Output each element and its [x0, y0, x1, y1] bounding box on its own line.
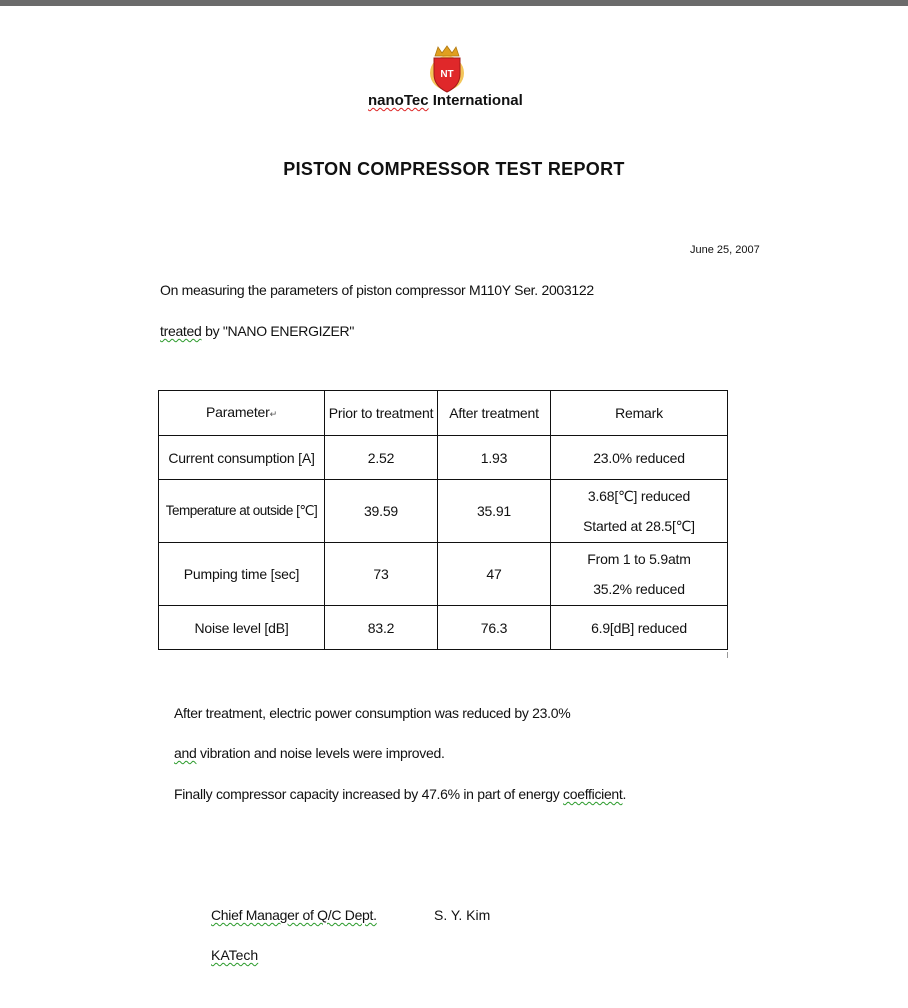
header-cell-prior: Prior to treatment — [325, 391, 438, 436]
conclusion-line-3-start: Finally compressor capacity increased by 47.6% in part of energy — [174, 786, 564, 802]
header-cell-after: After treatment — [438, 391, 551, 436]
cell-remark — [551, 543, 728, 606]
paragraph-mark: ↵ — [269, 409, 277, 419]
conclusion-line-3-coefficient: coefficient — [563, 786, 623, 802]
conclusion-line-2-rest: vibration and noise levels were improved. — [196, 745, 445, 761]
cell-parameter: Temperature at outside [℃] — [159, 480, 325, 543]
cell-after: 76.3 — [438, 606, 551, 650]
intro-line-1: On measuring the parameters of piston compressor M110Y Ser. 2003122 — [160, 282, 594, 298]
remark-line-2: Started at 28.5[℃] — [583, 518, 695, 534]
cell-after: 1.93 — [438, 436, 551, 480]
cell-parameter: Pumping time [sec] — [159, 543, 325, 606]
signature-title-text: Chief Manager of Q/C Dept. — [211, 907, 377, 923]
cell-after: 47 — [438, 543, 551, 606]
conclusion-line-3 — [174, 786, 626, 802]
logo-text: NT — [440, 69, 454, 80]
remark-line-2: 35.2% reduced — [593, 581, 685, 597]
table-header-row — [159, 391, 728, 436]
signature-org — [211, 947, 258, 963]
remark-line-1: From 1 to 5.9atm — [587, 551, 691, 567]
header-cell-parameter — [159, 391, 325, 436]
table-row — [159, 480, 728, 543]
table-row — [159, 436, 728, 480]
report-title: PISTON COMPRESSOR TEST REPORT — [283, 159, 625, 179]
intro-line-2 — [160, 323, 354, 339]
table-end-mark — [727, 652, 728, 658]
results-table — [158, 390, 728, 650]
conclusion-line-2-and: and — [174, 745, 197, 761]
cell-prior: 2.52 — [325, 436, 438, 480]
table-row — [159, 543, 728, 606]
shield-crown-icon — [426, 44, 468, 94]
cell-prior: 39.59 — [325, 480, 438, 543]
signature-name: S. Y. Kim — [434, 907, 491, 923]
cell-remark — [551, 480, 728, 543]
cell-after: 35.91 — [438, 480, 551, 543]
cell-parameter: Noise level [dB] — [159, 606, 325, 650]
company-logo — [426, 44, 468, 94]
company-name-part2: International — [428, 92, 523, 109]
conclusion-line-3-end: . — [622, 786, 627, 802]
intro-line-2-rest: by "NANO ENERGIZER" — [201, 323, 355, 339]
cell-parameter: Current consumption [A] — [159, 436, 325, 480]
signature-org-text: KATech — [211, 947, 259, 963]
signature-title — [211, 907, 377, 923]
report-date: June 25, 2007 — [690, 244, 760, 256]
header-cell-remark: Remark — [551, 391, 728, 436]
remark-line-1: 3.68[℃] reduced — [587, 488, 691, 504]
company-name — [368, 92, 523, 109]
conclusion-line-2 — [174, 745, 445, 761]
intro-line-2-treated: treated — [160, 323, 202, 339]
cell-remark: 6.9[dB] reduced — [551, 606, 728, 650]
conclusion-line-1: After treatment, electric power consumption was reduced by 23.0% — [174, 705, 571, 721]
cell-prior: 73 — [325, 543, 438, 606]
cell-remark: 23.0% reduced — [551, 436, 728, 480]
cell-prior: 83.2 — [325, 606, 438, 650]
window-top-bar — [0, 0, 908, 6]
table-row — [159, 606, 728, 650]
header-parameter-label: Parameter — [206, 404, 270, 420]
company-name-part1: nanoTec — [368, 92, 429, 109]
